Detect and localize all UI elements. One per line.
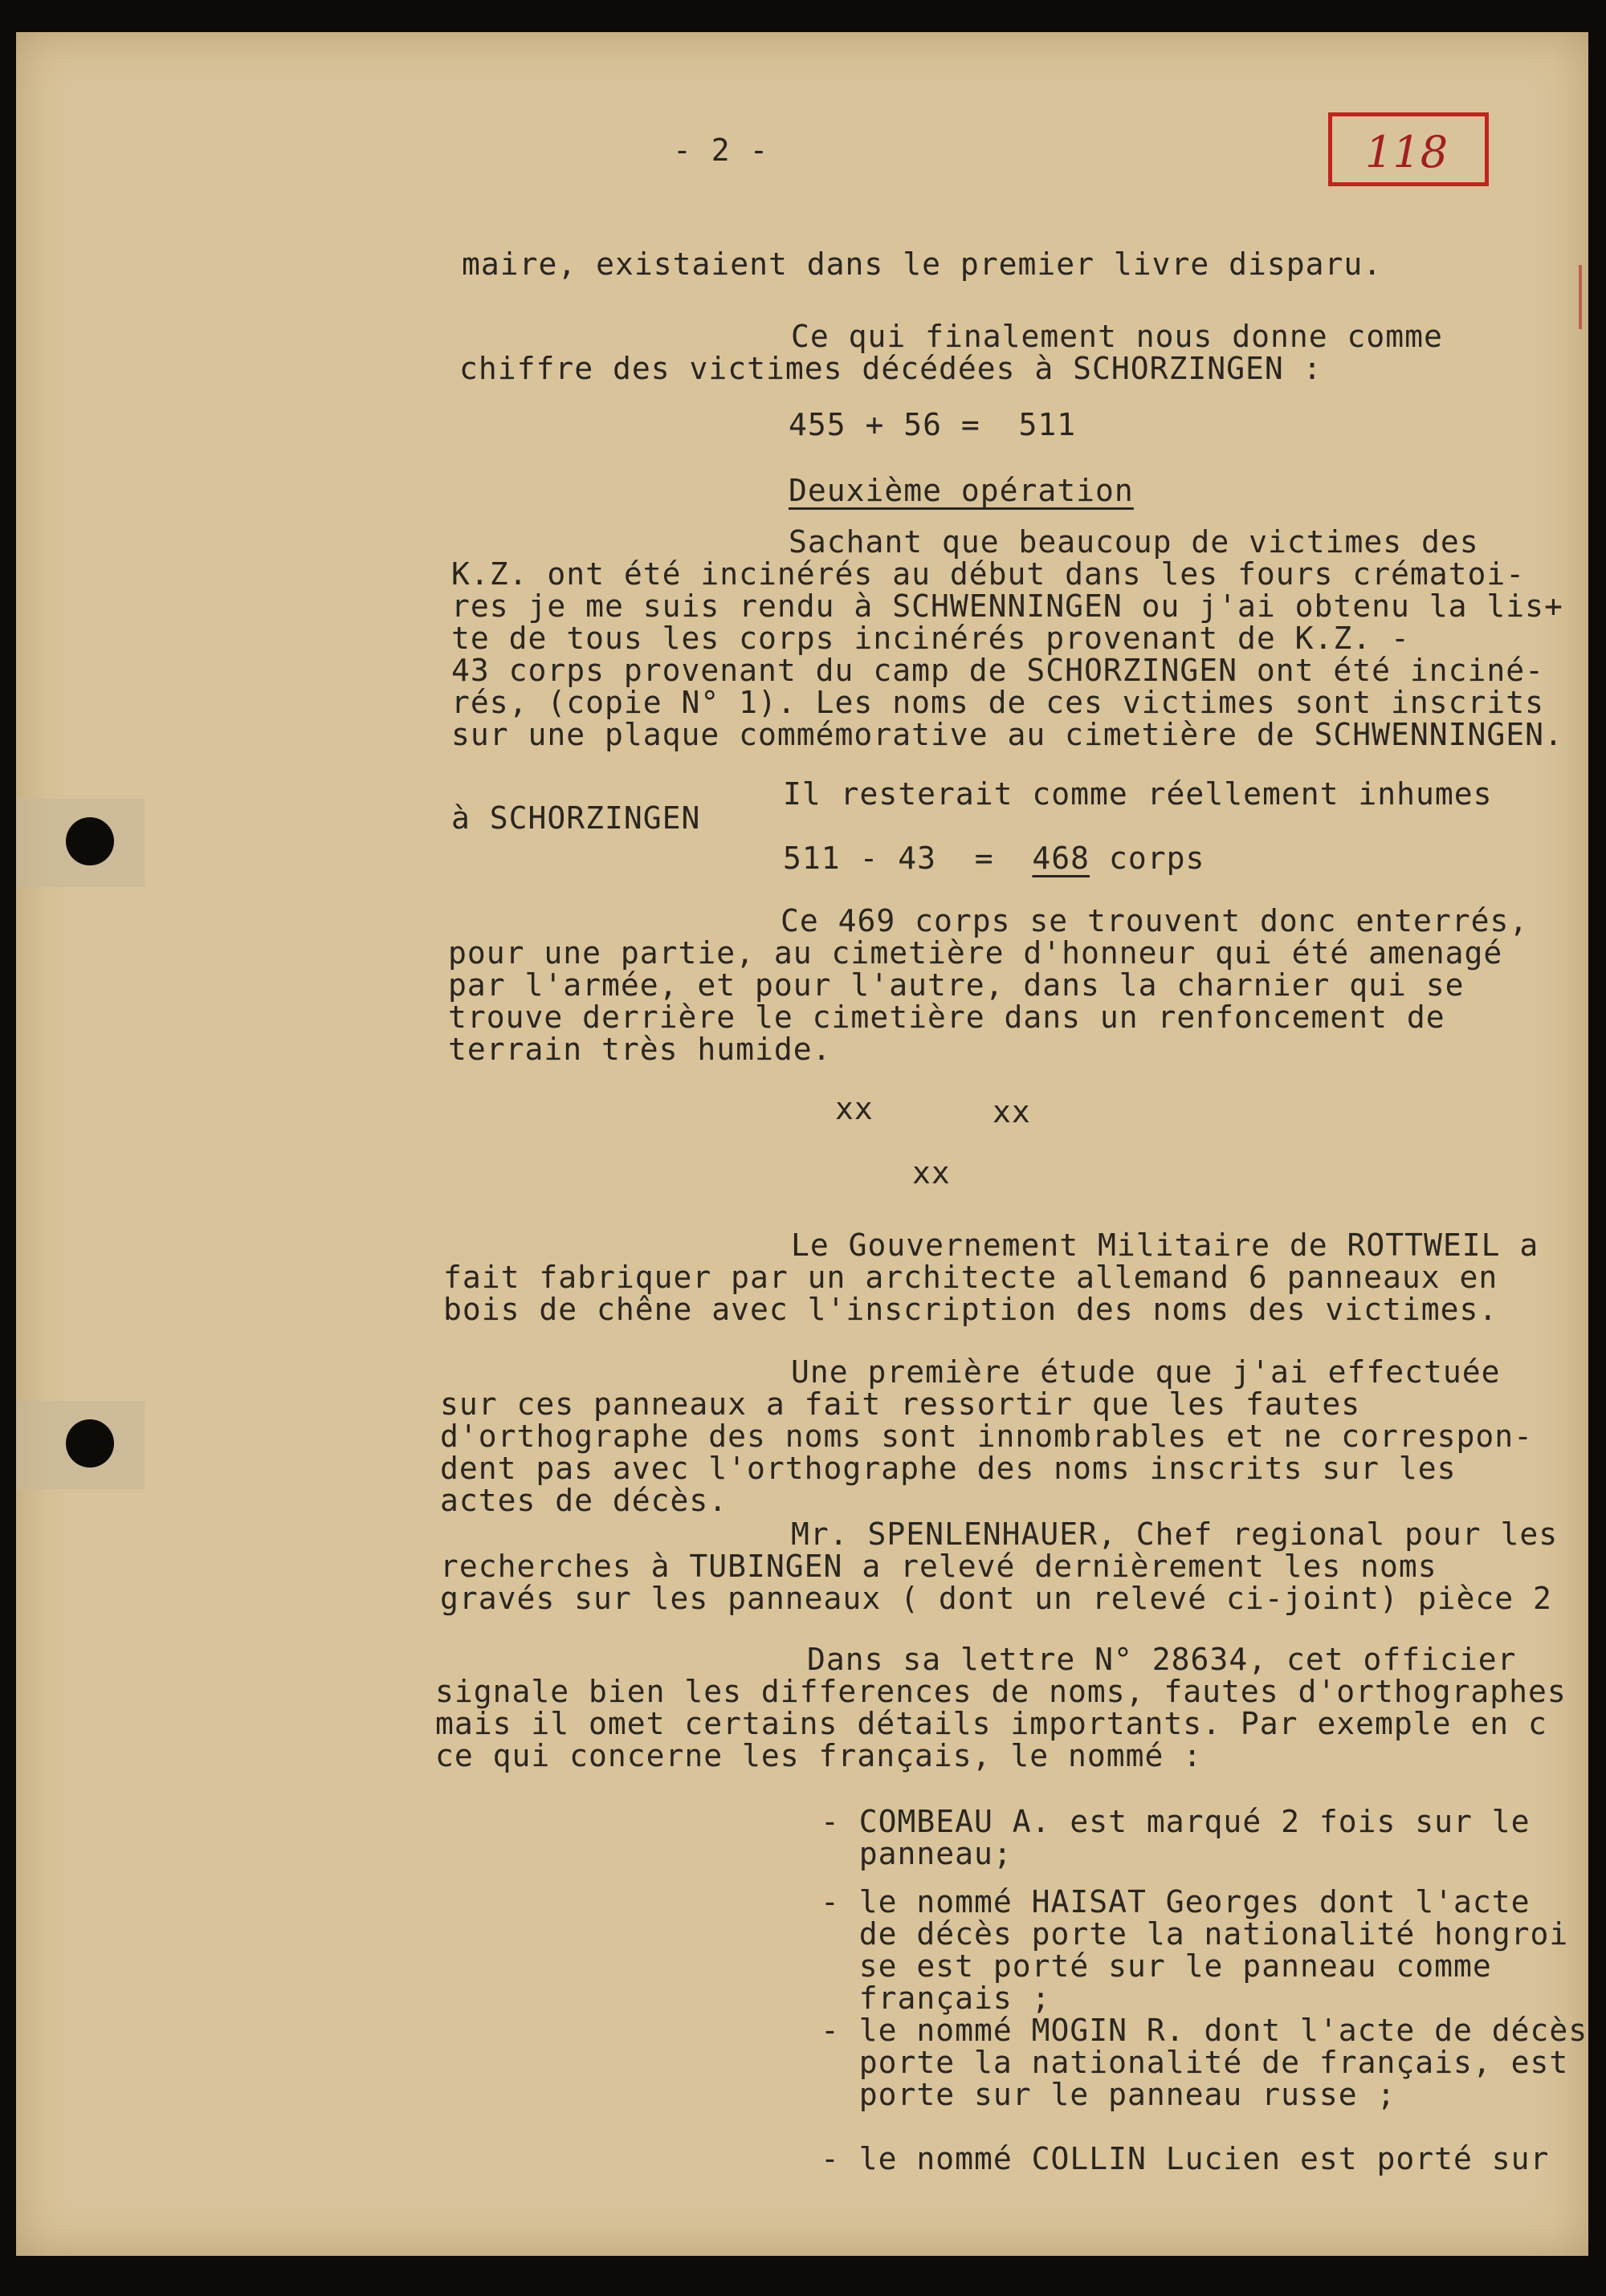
formula-result: 468 [1032, 841, 1090, 876]
text-line: à SCHORZINGEN [451, 800, 701, 836]
text-line: signale bien les differences de noms, fautes d'orthographes [435, 1674, 1567, 1709]
formula-left: 511 - 43 = [783, 841, 1033, 876]
list-item: - le nommé HAISAT Georges dont l'acte [821, 1884, 1531, 1919]
text-line: K.Z. ont été incinérés au début dans les fours crématoi- [451, 556, 1526, 592]
list-item: de décès porte la nationalité hongroi [821, 1916, 1569, 1952]
text-line: actes de décès. [440, 1483, 728, 1518]
text-line: Mr. SPENLENHAUER, Chef regional pour les [791, 1516, 1559, 1552]
separator-mark: xx [912, 1155, 951, 1191]
text-line: maire, existaient dans le premier livre disparu. [462, 246, 1383, 282]
formula: 455 + 56 = 511 [789, 407, 1077, 442]
text-line: Sachant que beaucoup de victimes des [789, 524, 1479, 560]
text-line: Ce 469 corps se trouvent donc enterrés, [781, 903, 1529, 938]
text-line: recherches à TUBINGEN a relevé dernièrement les noms [440, 1549, 1437, 1584]
text-line: Il resterait comme réellement inhumes [783, 776, 1493, 812]
text-line: res je me suis rendu à SCHWENNINGEN ou j'ai obtenu la lis+ [451, 588, 1563, 624]
text-line: Une première étude que j'ai effectuée [791, 1354, 1501, 1390]
list-item: français ; [821, 1981, 1051, 2016]
text-line: terrain très humide. [448, 1032, 832, 1067]
text-line: 43 corps provenant du camp de SCHORZINGEN ont été inciné- [451, 653, 1545, 688]
text-line: pour une partie, au cimetière d'honneur qui été amenagé [448, 935, 1503, 971]
text-line: Le Gouvernement Militaire de ROTTWEIL a [791, 1227, 1539, 1263]
separator-mark: xx [835, 1091, 874, 1126]
text-line: par l'armée, et pour l'autre, dans la charnier qui se [448, 967, 1465, 1003]
text-line: Ce qui finalement nous donne comme [791, 319, 1443, 354]
page-number: - 2 - [673, 132, 769, 168]
text-line: d'orthographe des noms sont innombrables et ne correspon- [440, 1419, 1534, 1454]
text-line: te de tous les corps incinérés provenant de K.Z. - [451, 621, 1410, 656]
text-line: bois de chêne avec l'inscription des noms des victimes. [443, 1292, 1498, 1327]
text-line: gravés sur les panneaux ( dont un relevé ci-joint) pièce 2 [440, 1581, 1552, 1616]
text-line: dent pas avec l'orthographe des noms inscrits sur les [440, 1451, 1457, 1486]
formula-unit: corps [1090, 841, 1205, 876]
list-item: porte sur le panneau russe ; [821, 2077, 1396, 2112]
archive-stamp-number: 118 [1365, 127, 1449, 177]
text-line: chiffre des victimes décédées à SCHORZINGEN : [459, 351, 1323, 386]
list-item: se est porté sur le panneau comme [821, 1948, 1492, 1984]
text-line: Dans sa lettre N° 28634, cet officier [807, 1642, 1517, 1677]
punch-hole-top [66, 817, 114, 865]
text-line: sur ces panneaux a fait ressortir que les fautes [440, 1386, 1361, 1422]
text-line: ce qui concerne les français, le nommé : [435, 1738, 1203, 1773]
text-line: sur une plaque commémorative au cimetière de SCHWENNINGEN. [451, 717, 1563, 752]
section-heading: Deuxième opération [789, 473, 1134, 508]
text-line: fait fabriquer par un architecte allemand 6 panneaux en [443, 1260, 1498, 1295]
text-line: mais il omet certains détails importants. Par exemple en c [435, 1706, 1547, 1741]
formula [783, 841, 1205, 876]
list-item: porte la nationalité de français, est [821, 2045, 1569, 2080]
text-line: rés, (copie N° 1). Les noms de ces victimes sont inscrits [451, 685, 1545, 720]
text-line: trouve derrière le cimetière dans un renfoncement de [448, 999, 1445, 1035]
list-item: - le nommé MOGIN R. dont l'acte de décès [821, 2013, 1588, 2048]
margin-mark [1579, 265, 1582, 329]
list-item: panneau; [821, 1836, 1013, 1871]
separator-mark: xx [993, 1094, 1031, 1130]
list-item: - COMBEAU A. est marqué 2 fois sur le [821, 1804, 1531, 1839]
list-item: - le nommé COLLIN Lucien est porté sur [821, 2141, 1550, 2176]
punch-hole-bottom [66, 1419, 114, 1468]
